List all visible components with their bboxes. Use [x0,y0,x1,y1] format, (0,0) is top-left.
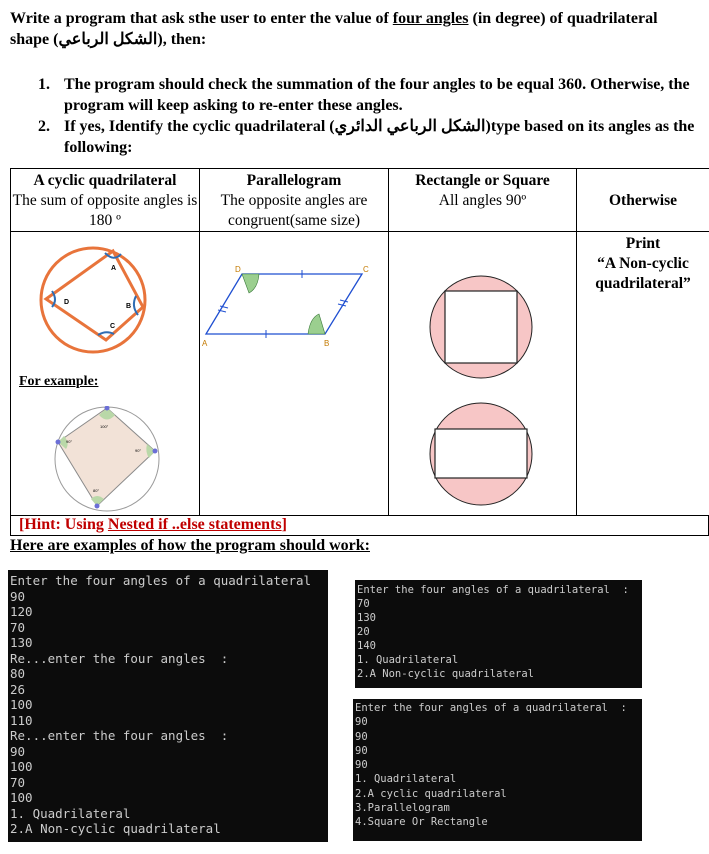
table-body-row [11,232,709,516]
console-line: 90 [355,730,368,743]
console-line: 90 [10,743,26,759]
steps-list [38,74,703,158]
hint-suffix: ] [281,516,287,533]
vertex-label-d: D [64,299,70,306]
cyclic-quadrilateral-figure [35,244,151,356]
cell-otherwise [577,232,709,516]
console-line: 90 [355,716,368,729]
console-line: 90 [355,759,368,772]
para-label-a: A [202,339,208,348]
examples-title: Here are examples of how the program should work: [10,537,370,554]
console-line: 100 [10,790,33,805]
intro-arabic: الشكل الرباعي [58,31,158,48]
console-line: 100 [10,759,33,774]
console-line: 70 [357,598,370,610]
example-angle-label-bottom: 80° [93,488,100,493]
intro-underlined: four angles [392,10,469,27]
console-line: Enter the four angles of a quadrilateral : [355,702,627,714]
console-bottom-right [353,699,642,841]
console-top-right [355,580,642,688]
example-angle-label-left: 90° [66,439,73,444]
vertex-label-b: B [126,303,132,310]
console-line: Enter the four angles of a quadrilateral [10,573,312,588]
console-line: Re...enter the four angles : [10,728,229,743]
para-label-b: B [324,339,330,348]
example-vertex-right [153,449,158,454]
hint-prefix: [Hint: Using [19,516,108,533]
angle-fill-b [308,314,325,334]
step-2 [38,116,703,158]
console-line: 110 [10,712,33,728]
console-line: 100 [10,697,33,712]
inscribed-square [445,291,517,363]
step-text-post: )type based on its angles as the following: [64,118,695,156]
console-line: 140 [357,640,376,652]
para-label-c: C [363,266,369,274]
console-line: 26 [10,681,26,697]
header-title: Otherwise [608,192,677,209]
console-line: 2.A Non-cyclic quadrilateral [10,821,221,836]
parallelogram-figure [202,266,382,348]
console-line: 2.A Non-cyclic quadrilateral [357,668,535,680]
step-number: 1. [38,76,50,93]
inscribed-rectangle [435,429,527,478]
header-title: Rectangle or Square [415,172,550,189]
quadrilateral-table [10,168,709,516]
example-angle-label-right: 90° [135,448,142,453]
otherwise-line-1: Print [625,235,661,252]
example-angle-label-top: 100° [100,424,109,429]
otherwise-line-3: quadrilateral” [595,275,691,292]
intro-part2: (in degree) of quadrilateral shape ( [10,10,658,48]
cell-cyclic [11,232,200,516]
console-line: 1. Quadrilateral [357,654,459,666]
console-line: 1. Quadrilateral [10,805,131,821]
example-vertex-left [56,440,61,445]
cell-parallelogram [200,232,389,516]
console-line: 120 [10,604,33,619]
table-header-row [11,169,709,232]
rectangle-square-figure [429,270,535,510]
header-title: A cyclic quadrilateral [33,172,177,189]
vertex-label-a: A [111,265,117,272]
hint-underlined: Nested if ..else statements [107,516,282,533]
console-line: 1. Quadrilateral [355,773,457,786]
otherwise-line-2: “A Non-cyclic [597,255,689,272]
header-sub: The opposite angles are congruent(same size) [220,192,368,229]
header-otherwise [577,169,709,232]
console-line: 2.A cyclic quadrilateral [355,787,507,800]
header-sub: All angles 90º [438,192,527,209]
console-line: 130 [357,612,376,624]
vertex-label-c: C [110,323,116,330]
cyclic-example-figure [53,406,163,512]
header-cyclic [11,169,200,232]
console-line: 70 [10,619,26,635]
console-line: Re...enter the four angles : [10,650,229,666]
step-text: The program should check the summation of the four angles to be equal 360. Otherwise, the program will keep asking to re-enter these angles. [64,76,690,114]
angle-fill-d [242,274,259,293]
example-vertex-bottom [95,504,100,509]
cyclic-polygon [46,251,143,340]
console-line: 130 [10,635,33,650]
step-arabic: الشكل الرباعي الدائري [334,118,486,135]
tick-right-1 [340,300,348,302]
example-polygon [58,408,155,506]
console-line: 90 [355,744,368,757]
console-line: 4.Square Or Rectangle [355,816,488,829]
console-line: 70 [10,774,26,790]
console-line: 80 [10,666,26,681]
intro-part3: ), then: [157,31,207,48]
console-left [8,570,328,842]
intro-part1: Write a program that ask sthe user to enter the value of [10,10,393,27]
example-label: For example: [19,374,99,389]
console-line: Enter the four angles of a quadrilateral : [357,584,629,596]
header-sub: The sum of opposite angles is 180 º [12,192,198,229]
cell-rectangle [389,232,577,516]
console-line: 20 [357,626,370,638]
console-line: 3.Parallelogram [355,802,450,815]
header-parallelogram [200,169,389,232]
para-label-d: D [235,266,241,274]
step-1 [38,74,703,116]
console-line: 90 [10,588,26,604]
intro-paragraph [10,8,700,50]
hint-row [10,515,709,536]
step-text-pre: If yes, Identify the cyclic quadrilateral ( [64,118,335,135]
header-rectangle [389,169,577,232]
step-number: 2. [38,118,50,135]
header-title: Parallelogram [246,172,342,189]
